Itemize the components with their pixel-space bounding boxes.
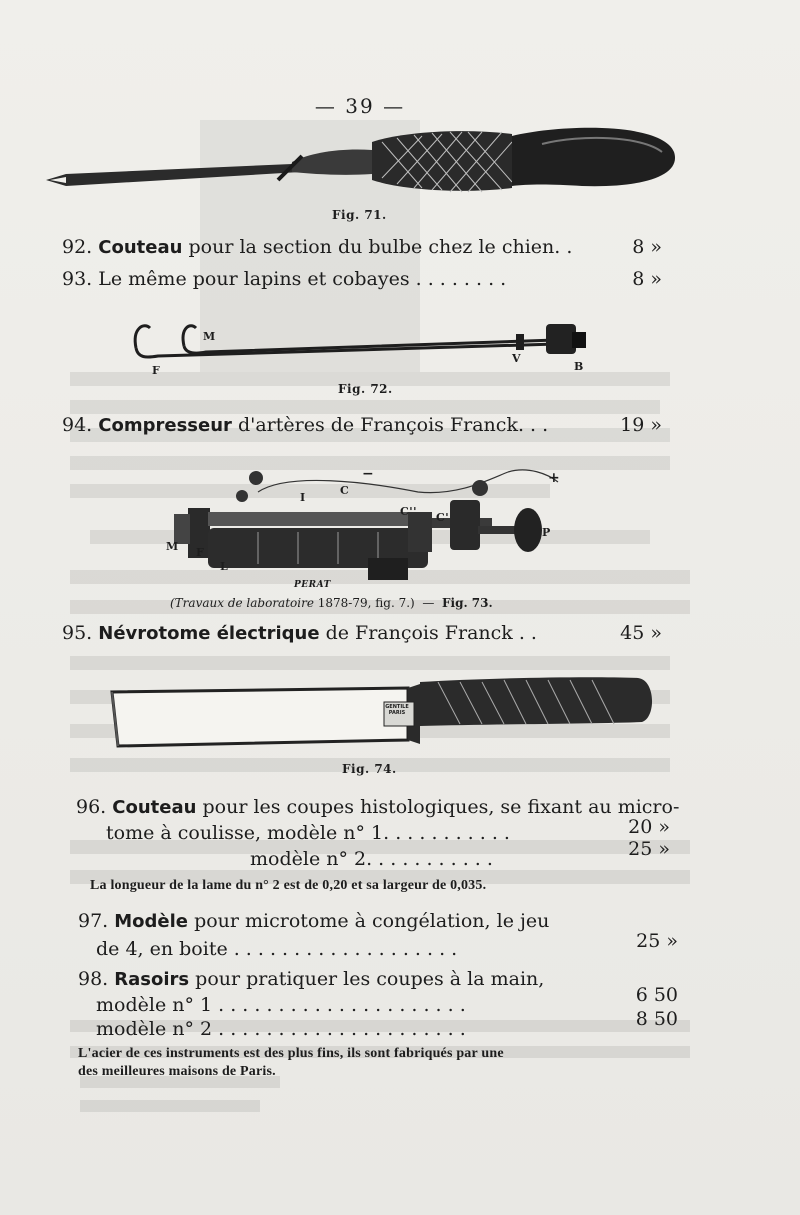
entry-95-title: Névrotome électrique (98, 623, 320, 644)
entry-98-line2: modèle n° 1 . . . . . . . . . . . . . . . . . . . . . (96, 994, 466, 1016)
entry-98-line3: modèle n° 2 . . . . . . . . . . . . . . . . . . . . . (96, 1018, 466, 1040)
entry-94-title: Compresseur (98, 415, 232, 436)
fig73-label-c: C (340, 484, 350, 497)
fig73-label-p: P (542, 526, 551, 539)
entry-96-title: Couteau (112, 797, 197, 818)
fig71-bulb-knife-illustration (42, 122, 682, 202)
fig73-label-f: F (196, 546, 205, 559)
page-number: — 39 — (314, 94, 406, 118)
entry-97-line1: pour microtome à congélation, le jeu (194, 910, 550, 932)
entry-96-note: La longueur de la lame du n° 2 est de 0,20 et sa largeur de 0,035. (90, 878, 487, 893)
fig74-caption: Fig. 74. (342, 762, 397, 776)
fig73-source-rest: 1878-79, fig. 7.) (317, 596, 415, 610)
fig73-caption (170, 596, 493, 610)
entry-94 (62, 414, 548, 436)
entry-96-number: 96. (76, 796, 107, 818)
entry-97-title: Modèle (114, 911, 189, 932)
entry-96-line3: modèle n° 2. . . . . . . . . . . (250, 848, 493, 870)
entry-98-line1: pour pratiquer les coupes à la main, (195, 968, 545, 990)
entry-96-price-model2: 25 » (628, 838, 670, 860)
entry-93-price: 8 » (632, 268, 662, 290)
entry-95-number: 95. (62, 622, 93, 644)
entry-98-price-model2: 8 50 (635, 1008, 678, 1030)
entry-95 (62, 622, 537, 644)
fig73-source-italic: (Travaux de laboratoire (170, 596, 314, 610)
fig73-label-plus: + (548, 470, 561, 486)
fig73-label: Fig. 73. (441, 596, 493, 610)
entry-92-title: Couteau (98, 237, 183, 258)
entry-94-number: 94. (62, 414, 93, 436)
fig73-engraver-signature: PERAT (294, 580, 331, 590)
fig73-compressor-illustration (168, 462, 588, 592)
entry-97-line2: de 4, en boite . . . . . . . . . . . . . . . . . . . (96, 938, 458, 960)
entry-98-title: Rasoirs (114, 969, 190, 990)
entry-93-number: 93. (62, 268, 93, 290)
fig74-maker-mark: GENTILE PARIS (385, 704, 409, 716)
entry-94-text: d'artères de François Franck. . . (237, 414, 549, 436)
fig73-label-i: I (300, 491, 306, 504)
fig73-dash: — (422, 596, 435, 610)
fig72-caption: Fig. 72. (338, 382, 393, 396)
fig72-label-f: F (152, 364, 161, 377)
entry-98-number: 98. (78, 968, 109, 990)
fig72-label-b: B (574, 360, 584, 373)
fig73-label-c2: C'' (400, 505, 417, 518)
entry-92-text: pour la section du bulbe chez le chien. . (188, 236, 573, 258)
fig71-caption: Fig. 71. (332, 208, 387, 222)
entry-96 (76, 796, 679, 818)
entry-98-note-line2: des meilleures maisons de Paris. (78, 1064, 276, 1079)
entry-94-price: 19 » (620, 414, 662, 436)
entry-92 (62, 236, 572, 258)
fig72-label-v: V (512, 352, 522, 365)
entry-98 (78, 968, 544, 990)
entry-96-price-model1: 20 » (628, 816, 670, 838)
entry-97-number: 97. (78, 910, 109, 932)
entry-97 (78, 910, 549, 932)
entry-95-text: de François Franck . . (325, 622, 537, 644)
fig73-label-l: L (220, 560, 229, 573)
entry-93-text: Le même pour lapins et cobayes . . . . . . . . (98, 268, 507, 290)
fig72-hook-rod-illustration (126, 318, 606, 378)
entry-93 (62, 268, 506, 290)
fig73-label-c1: C' (436, 511, 450, 524)
fig72-label-m: M (203, 330, 216, 343)
entry-98-note-line1: L'acier de ces instruments est des plus fins, ils sont fabriqués par une (78, 1046, 504, 1061)
entry-98-price-model1: 6 50 (635, 984, 678, 1006)
entry-95-price: 45 » (620, 622, 662, 644)
fig73-label-m: M (166, 540, 179, 553)
entry-96-line1: pour les coupes histologiques, se fixant au micro- (202, 796, 680, 818)
entry-92-number: 92. (62, 236, 93, 258)
entry-97-price: 25 » (636, 930, 678, 952)
fig73-label-minus: − (362, 466, 375, 482)
fig74-histology-knife-illustration (108, 674, 658, 754)
entry-96-line2: tome à coulisse, modèle n° 1. . . . . . . . . . . (106, 822, 510, 844)
entry-92-price: 8 » (632, 236, 662, 258)
